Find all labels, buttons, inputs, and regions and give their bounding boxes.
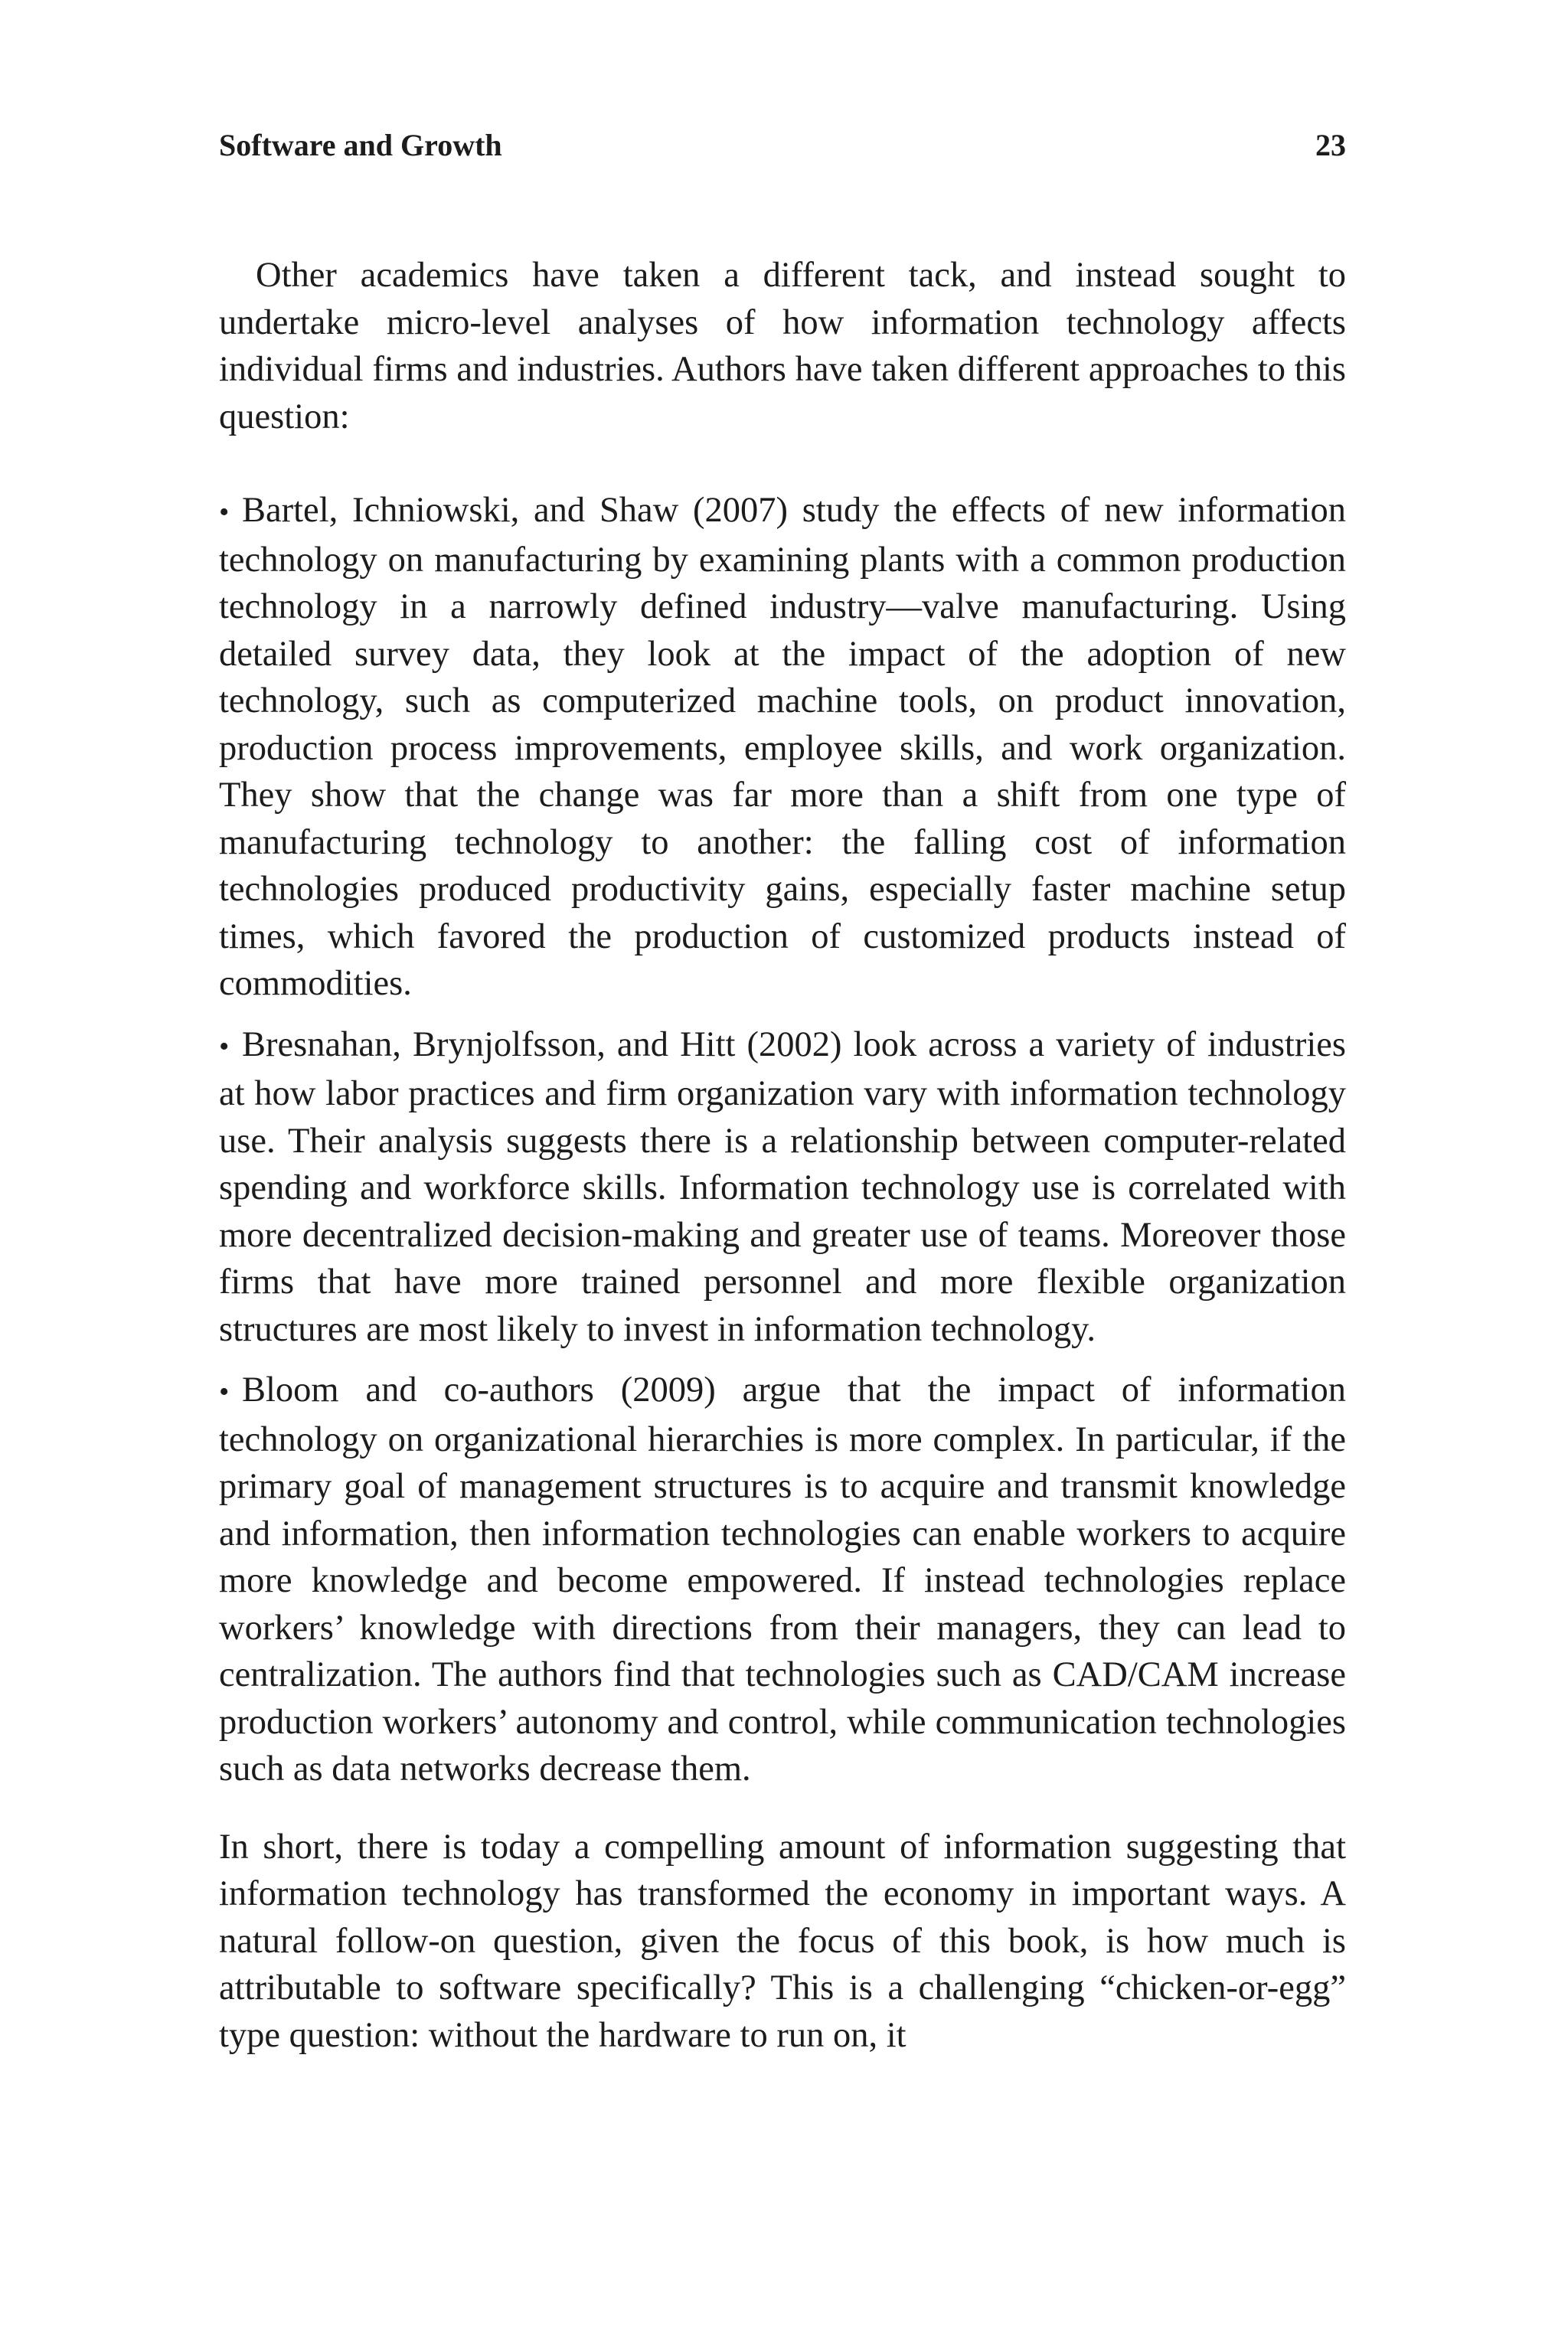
body-text [219,252,1346,2059]
bullet-marker: • [219,496,230,528]
running-title: Software and Growth [219,128,502,162]
bullet-marker: • [219,1030,230,1063]
list-item [219,1367,1346,1793]
list-item-text: Bartel, Ichniowski, and Shaw (2007) study the effects of new information technology on manufacturing by examining plants with a common production technology in a narrowly defined industry—valve manufacturing. Using detailed survey data, they look at the impact of the adoption of new technology, such as computerized machine tools, on product innovation, production process improvements, employee skills, and work organization. They show that the change was far more than a shift from one type of manufacturing technology to another: the falling cost of information technologies produced productivity gains, especially faster machine setup times, which favored the production of customized products instead of commodities. [219,491,1346,1003]
list-item [219,1021,1346,1354]
page-number: 23 [1315,128,1346,162]
list-item [219,487,1346,1008]
list-item-text: Bresnahan, Brynjolfsson, and Hitt (2002) look across a variety of industries at how labor practices and firm organization vary with information technology use. Their analysis suggests there is a relationship between computer-related spending and workforce skills. Information technology use is correlated with more decentralized decision-making and greater use of teams. Moreover those firms that have more trained personnel and more flexible organization structures are most likely to invest in information technology. [219,1024,1346,1349]
book-page [219,0,1346,2352]
conclusion-paragraph: In short, there is today a compelling amount of information suggesting that information technology has transformed the economy in important ways. A natural follow-on question, given the focus of this book, is how much is attributable to software specifically? This is a challenging “chicken-or-egg” type question: without the hardware to run on, it [219,1827,1346,2055]
running-header [219,122,1346,168]
bullet-marker: • [219,1376,230,1408]
list-item-text: Bloom and co-authors (2009) argue that the impact of information technology on organizational hierarchies is more complex. In particular, if the primary goal of management structures is to acquire and transmit knowledge and information, then information technologies can enable workers to acquire more knowledge and become empowered. If instead technologies replace workers’ knowledge with directions from their managers, they can lead to centralization. The authors find that technologies such as CAD/CAM increase production workers’ autonomy and control, while communication technologies such as data networks decrease them. [219,1370,1346,1788]
intro-paragraph: Other academics have taken a different tack, and instead sought to undertake micro-level analyses of how information technology affects individual firms and industries. Authors have taken different approaches to this question: [219,256,1346,436]
study-list [219,487,1346,1793]
